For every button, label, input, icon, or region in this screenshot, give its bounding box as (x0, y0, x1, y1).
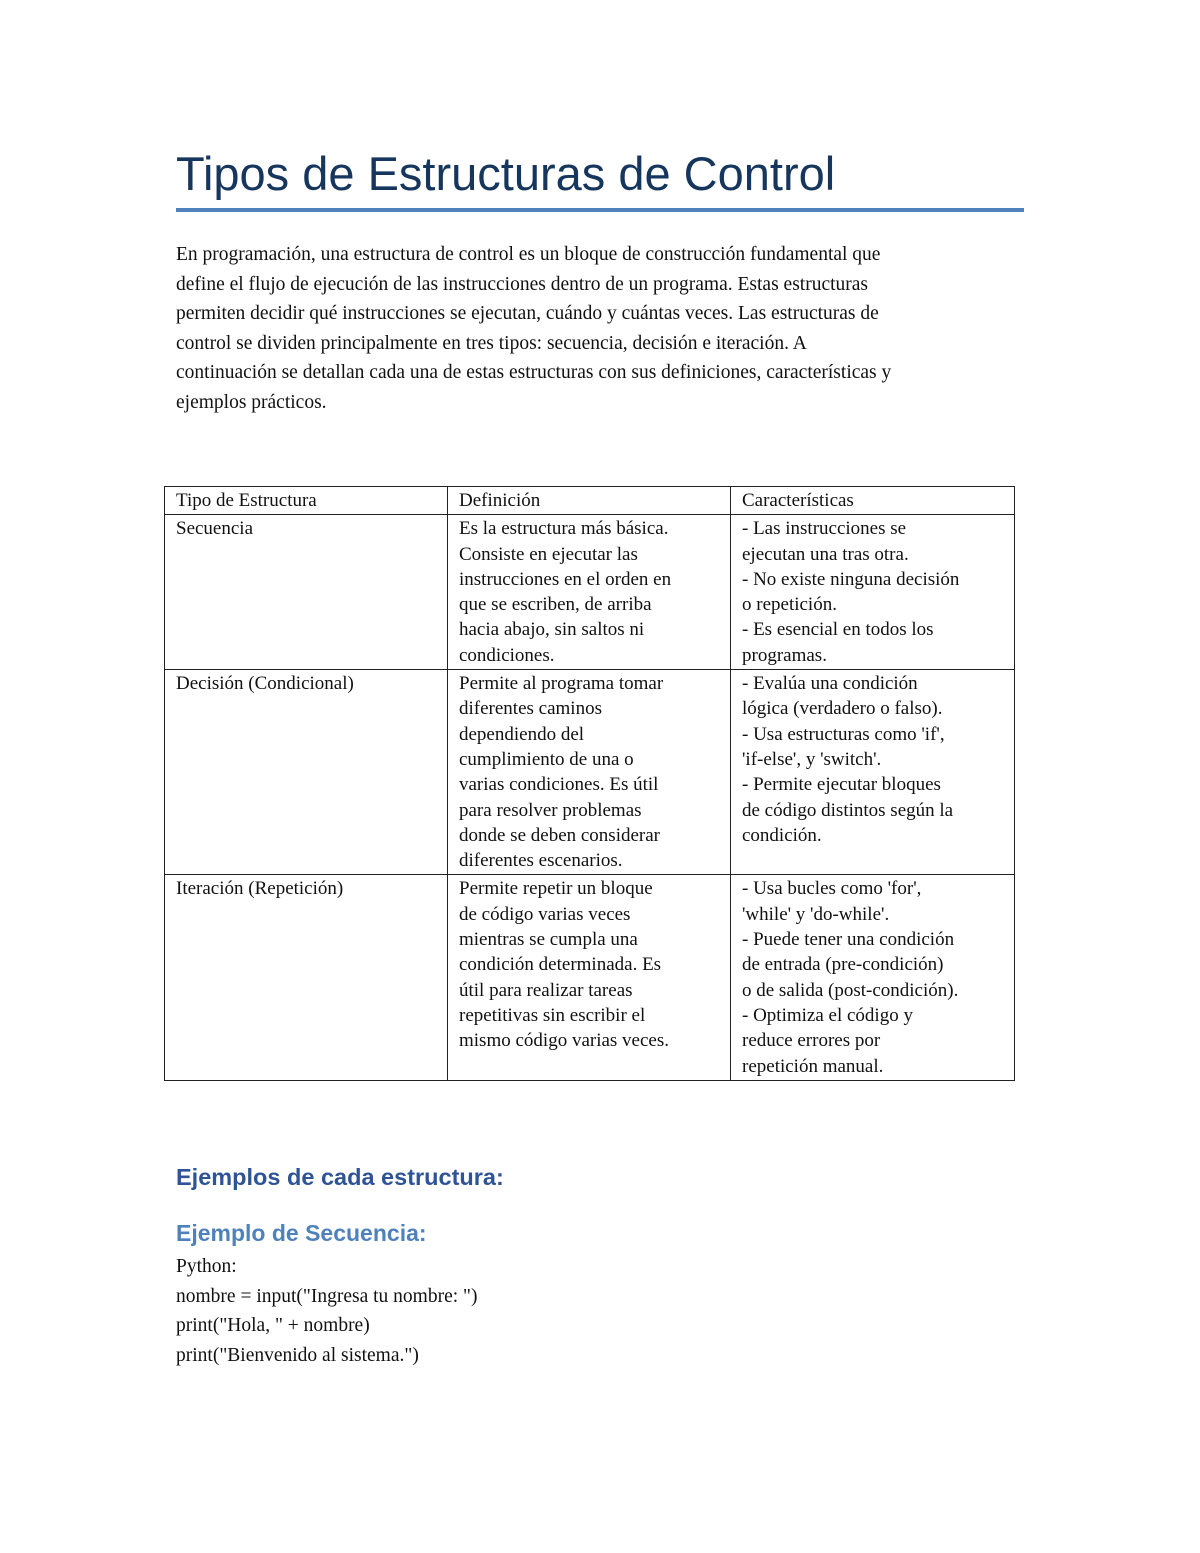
cell-caracteristicas: - Evalúa una condición lógica (verdadero o falso). - Usa estructuras como 'if', 'if-else', y 'switch'. - Permite ejecutar bloques de código distintos según la condición. (731, 670, 1015, 875)
code-line: print("Bienvenido al sistema.") (176, 1344, 419, 1366)
cell-definicion: Permite repetir un bloque de código varias veces mientras se cumpla una condición determinada. Es útil para realizar tareas repetitivas sin escribir el mismo código varias veces. (448, 875, 731, 1080)
code-line: nombre = input("Ingresa tu nombre: ") (176, 1285, 478, 1307)
sequence-code-block (176, 1252, 477, 1370)
page-title: Tipos de Estructuras de Control (176, 147, 836, 200)
header-caracteristicas: Características (731, 487, 1015, 515)
intro-paragraph (176, 240, 1036, 417)
cell-caracteristicas: - Las instrucciones se ejecutan una tras otra. - No existe ninguna decisión o repetición. - Es esencial en todos los programas. (731, 515, 1015, 670)
intro-line: continuación se detallan cada una de estas estructuras con sus definiciones, características y (176, 362, 892, 383)
table-row (165, 515, 1015, 670)
cell-caracteristicas: - Usa bucles como 'for', 'while' y 'do-while'. - Puede tener una condición de entrada (pre-condición) o de salida (post-condición). - Optimiza el código y reduce errores por repetición manual. (731, 875, 1015, 1080)
intro-line: define el flujo de ejecución de las instrucciones dentro de un programa. Estas estructuras (176, 273, 869, 295)
table-row (165, 875, 1015, 1080)
cell-definicion: Es la estructura más básica. Consiste en ejecutar las instrucciones en el orden en que se escriben, de arriba hacia abajo, sin saltos ni condiciones. (448, 515, 731, 670)
intro-line: ejemplos prácticos. (176, 391, 327, 413)
title-underline (176, 208, 1024, 212)
table-header-row (165, 487, 1015, 515)
code-line: print("Hola, " + nombre) (176, 1315, 370, 1336)
structures-table (164, 486, 1015, 1081)
intro-line: permiten decidir qué instrucciones se ejecutan, cuándo y cuántas veces. Las estructuras de (176, 303, 879, 324)
cell-tipo: Decisión (Condicional) (165, 670, 448, 875)
header-tipo: Tipo de Estructura (165, 487, 448, 515)
table-row (165, 670, 1015, 875)
intro-line: En programación, una estructura de control es un bloque de construcción fundamental que (176, 244, 881, 265)
cell-definicion: Permite al programa tomar diferentes caminos dependiendo del cumplimiento de una o varias condiciones. Es útil para resolver problemas donde se deben considerar diferentes escenarios. (448, 670, 731, 875)
cell-tipo: Secuencia (165, 515, 448, 670)
examples-heading: Ejemplos de cada estructura: (176, 1164, 504, 1190)
sequence-example-heading: Ejemplo de Secuencia: (176, 1220, 427, 1246)
cell-tipo: Iteración (Repetición) (165, 875, 448, 1080)
header-definicion: Definición (448, 487, 731, 515)
intro-line: control se dividen principalmente en tres tipos: secuencia, decisión e iteración. A (176, 332, 807, 354)
code-line: Python: (176, 1256, 237, 1277)
